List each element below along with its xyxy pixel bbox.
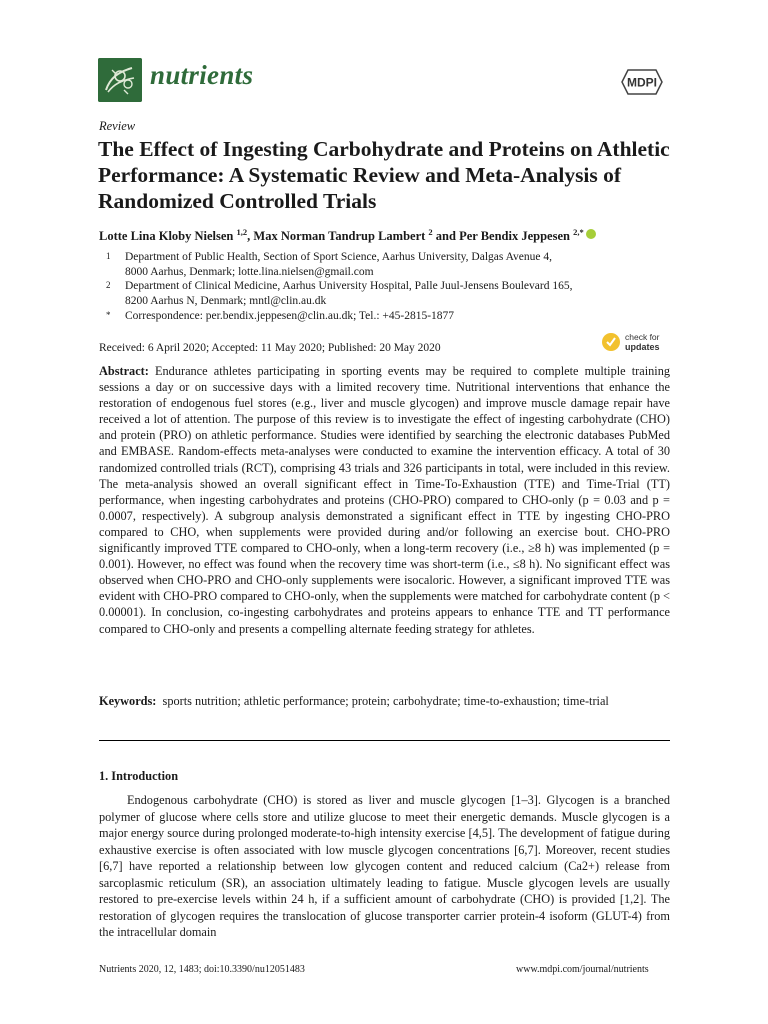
affiliation-mark: 1: [106, 251, 111, 261]
article-type: Review: [99, 119, 136, 133]
divider: [99, 740, 670, 741]
abstract: [99, 363, 670, 637]
mdpi-logo-icon: [616, 68, 668, 96]
paper-title: The Effect of Ingesting Carbohydrate and Proteins on Athletic Performance: A Systematic Review and Meta-Analysis of Randomized Controlled Trials: [98, 137, 670, 213]
footer-url[interactable]: www.mdpi.com/journal/nutrients: [516, 964, 649, 975]
author-name[interactable]: Max Norman Tandrup Lambert: [253, 229, 426, 244]
affiliation-1: [125, 250, 645, 280]
author-affiliation-mark: 2,*: [573, 227, 584, 237]
publication-dates: Received: 6 April 2020; Accepted: 11 May 2020; Published: 20 May 2020: [99, 342, 441, 354]
keywords: [99, 693, 670, 709]
affiliation-line: Department of Public Health, Section of Sport Science, Aarhus University, Dalgas Avenue 4,: [125, 251, 552, 263]
abstract-label: Abstract:: [99, 364, 149, 378]
journal-name: nutrients: [150, 60, 254, 90]
abstract-text: Endurance athletes participating in sporting events may be required to complete multiple training sessions a day or on successive days with a limited recovery time. Nutritional interventions that enhance the restoration of endogenous fuel stores (e.g., liver and muscle glycogen) and improve muscle damage repair have received a lot of attention. The purpose of this review is to investigate the effect of ingesting carbohydrate (CHO) and protein (PRO) on athletic performance. Studies were identified by searching the electronic databases PubMed and EMBASE. Random-effects meta-analyses were conducted to examine the intervention efficacy. A total of 30 randomized controlled trials (RCT), comprising 43 trials and 326 participants in total, were included in this review. The meta-analysis showed an overall significant effect in Time-To-Exhaustion (TTE) and Time-Trial (TT) performance, when ingesting carbohydrates and proteins (CHO-PRO) compared to CHO-only (p = 0.03 and p = 0.0007, respectively). A subgroup analysis demonstrated a significant effect in TTE by ingesting CHO-PRO compared to CHO, when supplements were provided during and/or following an exercise bout. CHO-PRO significantly improved TTE compared to CHO-only, when a long-term recovery (i.e., ≥8 h) was implemented (p = 0.001). However, no effect was found when the recovery time was short-term (i.e., ≤8 h). No significant effect was observed when CHO-PRO and CHO-only supplements were isocaloric. However, a significant improved TTE was evident with CHO-PRO compared to CHO-only, when the supplements were matched for carbohydrate content (p < 0.00001). In conclusion, co-ingesting carbohydrates and proteins appears to enhance TTE and TT performance compared to CHO-only and presents a compelling alternate feeding strategy for athletes.: [99, 364, 670, 636]
check-updates-line1: check for: [625, 332, 660, 342]
affiliation-line: Correspondence: per.bendix.jeppesen@clin.au.dk; Tel.: +45-2815-1877: [125, 310, 455, 322]
orcid-icon[interactable]: [586, 229, 596, 239]
intro-paragraph: Endogenous carbohydrate (CHO) is stored as liver and muscle glycogen [1–3]. Glycogen is a branched polymer of glucose where cells store and utilize glucose to meet their energetic demands. Muscle glycogen is a major energy source during prolonged moderate-to-high intensity exercise [4,5]. The development of fatigue during exhaustive exercise is often associated with low muscle glycogen concentrations [6,7]. Moreover, recent studies [6,7] have reported a relationship between low glycogen content and reduced calcium (Ca2+) release from sarcoplasmic reticulum (SR), an association ultimately leading to fatigue. Muscle glycogen levels are usually restored to pre-exercise levels within 24 h, if a sufficient amount of carbohydrate (CHO) is provided [1,2]. The restoration of glycogen requires the translocation of glucose transporter carrier protein-4 isoform (GLUT-4) from the intracellular domain: [99, 793, 670, 939]
author-name[interactable]: Lotte Lina Kloby Nielsen: [99, 229, 234, 244]
author-affiliation-mark: 2: [428, 227, 433, 237]
correspondence: [125, 309, 645, 324]
affiliation-mark: 2: [106, 280, 111, 290]
correspondence-mark: *: [106, 310, 111, 320]
author-affiliation-mark: 1,2: [236, 227, 248, 237]
author-name[interactable]: Per Bendix Jeppesen: [459, 229, 570, 244]
section-heading: 1. Introduction: [99, 769, 179, 783]
mdpi-logo-text: MDPI: [627, 75, 657, 90]
author-separator: and: [435, 229, 456, 244]
check-for-updates-button[interactable]: [601, 330, 671, 354]
journal-logo-icon: [98, 58, 142, 102]
affiliation-2: [125, 279, 645, 309]
keywords-label: Keywords:: [99, 694, 157, 708]
author-separator: ,: [247, 229, 251, 244]
author-list: [99, 227, 596, 244]
affiliation-line: Department of Clinical Medicine, Aarhus University Hospital, Palle Juul-Jensens Boulevard 165,: [125, 280, 573, 292]
affiliation-line: 8200 Aarhus N, Denmark; mntl@clin.au.dk: [125, 295, 327, 307]
check-updates-line2: updates: [625, 342, 660, 352]
keywords-text: sports nutrition; athletic performance; protein; carbohydrate; time-to-exhaustion; time-trial: [162, 694, 609, 708]
footer-citation: Nutrients 2020, 12, 1483; doi:10.3390/nu12051483: [99, 964, 305, 975]
affiliation-line: 8000 Aarhus, Denmark; lotte.lina.nielsen@gmail.com: [125, 266, 374, 278]
